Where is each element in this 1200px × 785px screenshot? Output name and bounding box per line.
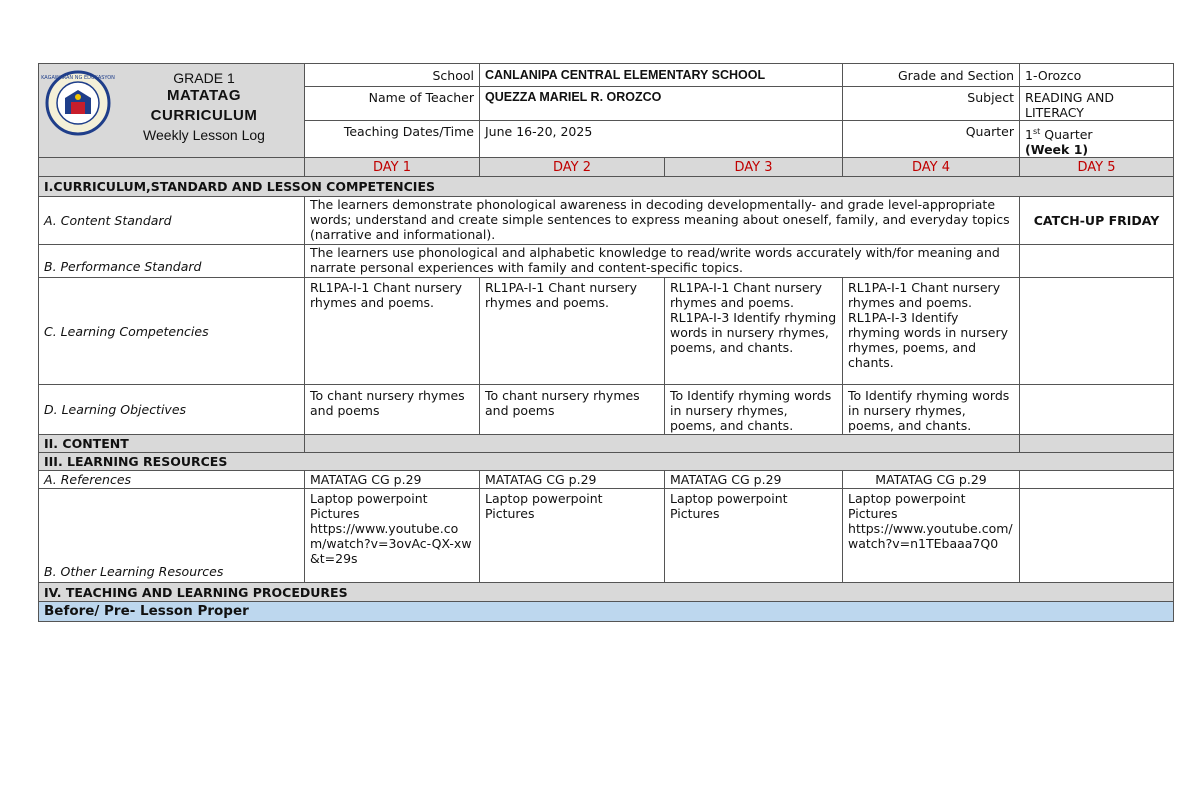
objective-day-5 <box>1020 385 1174 435</box>
school-value: CANLANIPA CENTRAL ELEMENTARY SCHOOL <box>480 64 843 87</box>
quarter-value <box>1020 121 1174 158</box>
competency-day-1: RL1PA-I-1 Chant nursery rhymes and poems. <box>305 278 480 385</box>
quarter-ordinal: st <box>1032 127 1041 136</box>
day-5-header: DAY 5 <box>1020 158 1174 177</box>
competency-day-4-b: RL1PA-I-3 Identify rhyming words in nursery rhymes, poems, and chants. <box>848 310 1009 371</box>
other-resources-day-1 <box>305 489 480 583</box>
competency-day-4 <box>843 278 1020 385</box>
performance-standard-label: B. Performance Standard <box>39 245 305 278</box>
quarter-number: 1 <box>1025 127 1033 143</box>
day-4-header: DAY 4 <box>843 158 1020 177</box>
teacher-value: QUEZZA MARIEL R. OROZCO <box>480 87 843 121</box>
curriculum-name-line2: CURRICULUM <box>150 107 258 124</box>
other-resources-day-4 <box>843 489 1020 583</box>
objective-day-4: To Identify rhyming words in nursery rhymes, poems, and chants. <box>843 385 1020 435</box>
reference-day-3: MATATAG CG p.29 <box>665 471 843 489</box>
grade-section-label: Grade and Section <box>843 64 1020 87</box>
grade-section-value: 1-Orozco <box>1020 64 1174 87</box>
content-days-1-4 <box>305 435 1020 453</box>
weekly-lesson-log-table <box>38 63 1174 622</box>
section-content: II. CONTENT <box>39 435 305 453</box>
day-1-header: DAY 1 <box>305 158 480 177</box>
teacher-label: Name of Teacher <box>305 87 480 121</box>
quarter-word: Quarter <box>1040 127 1093 143</box>
resource-day-4-laptop: Laptop powerpoint <box>848 491 966 507</box>
objectives-label: D. Learning Objectives <box>39 385 305 435</box>
section-curriculum-standards: I.CURRICULUM,STANDARD AND LESSON COMPETENCIES <box>39 177 1174 197</box>
resource-day-3-pictures: Pictures <box>670 506 720 522</box>
objective-day-2: To chant nursery rhymes and poems <box>480 385 665 435</box>
subject-value: READING AND LITERACY <box>1020 87 1174 121</box>
school-label: School <box>305 64 480 87</box>
day-2-header: DAY 2 <box>480 158 665 177</box>
content-standard-text: The learners demonstrate phonological awareness in decoding developmentally- and grade level-appropriate words; understand and create simple sentences to express meaning about oneself, family, and everyday topics (narrative and informational). <box>305 197 1020 245</box>
other-resources-day-5 <box>1020 489 1174 583</box>
content-standard-label: A. Content Standard <box>39 197 305 245</box>
objective-day-3: To Identify rhyming words in nursery rhymes, poems, and chants. <box>665 385 843 435</box>
header-logo-cell <box>39 64 305 158</box>
objective-day-1: To chant nursery rhymes and poems <box>305 385 480 435</box>
resource-day-3-laptop: Laptop powerpoint <box>670 491 788 507</box>
competencies-label: C. Learning Competencies <box>39 278 305 385</box>
quarter-label: Quarter <box>843 121 1020 158</box>
dates-value: June 16-20, 2025 <box>480 121 843 158</box>
reference-day-1: MATATAG CG p.29 <box>305 471 480 489</box>
reference-day-5 <box>1020 471 1174 489</box>
resource-day-4-pictures: Pictures <box>848 506 898 522</box>
seal-text: KAGAWARAN NG EDUKASYON <box>41 75 115 81</box>
other-resources-day-3 <box>665 489 843 583</box>
competency-day-3-b: RL1PA-I-3 Identify rhyming words in nursery rhymes, poems, and chants. <box>670 310 837 356</box>
resource-day-2-laptop: Laptop powerpoint <box>485 491 603 507</box>
competency-day-4-a: RL1PA-I-1 Chant nursery rhymes and poems. <box>848 280 1001 311</box>
resource-day-4-link[interactable]: https://www.youtube.com/watch?v=n1TEbaaa7Q0 <box>848 521 1013 552</box>
subject-label: Subject <box>843 87 1020 121</box>
catch-up-friday: CATCH-UP FRIDAY <box>1020 197 1174 245</box>
deped-seal-icon <box>41 70 115 136</box>
day-3-header: DAY 3 <box>665 158 843 177</box>
before-lesson-proper: Before/ Pre- Lesson Proper <box>39 602 1174 622</box>
reference-day-2: MATATAG CG p.29 <box>480 471 665 489</box>
competency-day-3-a: RL1PA-I-1 Chant nursery rhymes and poems. <box>670 280 823 311</box>
resource-day-1-link[interactable]: https://www.youtube.com/watch?v=3ovAc-QX-xw&t=29s <box>310 521 472 567</box>
resource-day-1-pictures: Pictures <box>310 506 360 522</box>
performance-standard-day5 <box>1020 245 1174 278</box>
quarter-week: (Week 1) <box>1025 142 1089 158</box>
competency-day-5 <box>1020 278 1174 385</box>
competency-day-3 <box>665 278 843 385</box>
header-title-block <box>109 70 299 144</box>
dates-label: Teaching Dates/Time <box>305 121 480 158</box>
content-day-5 <box>1020 435 1174 453</box>
grade-level: GRADE 1 <box>173 70 235 86</box>
log-title: Weekly Lesson Log <box>143 127 265 143</box>
other-resources-label: B. Other Learning Resources <box>39 489 305 583</box>
section-teaching-procedures: IV. TEACHING AND LEARNING PROCEDURES <box>39 583 1174 602</box>
references-label: A. References <box>39 471 305 489</box>
competency-day-2: RL1PA-I-1 Chant nursery rhymes and poems. <box>480 278 665 385</box>
day-row-blank <box>39 158 305 177</box>
other-resources-day-2 <box>480 489 665 583</box>
section-learning-resources: III. LEARNING RESOURCES <box>39 453 1174 471</box>
resource-day-2-pictures: Pictures <box>485 506 535 522</box>
reference-day-4: MATATAG CG p.29 <box>843 471 1020 489</box>
performance-standard-text: The learners use phonological and alphabetic knowledge to read/write words accurately with/for meaning and narrate personal experiences with family and content-specific topics. <box>305 245 1020 278</box>
curriculum-name-line1: MATATAG <box>166 87 242 104</box>
resource-day-1-laptop: Laptop powerpoint <box>310 491 428 507</box>
